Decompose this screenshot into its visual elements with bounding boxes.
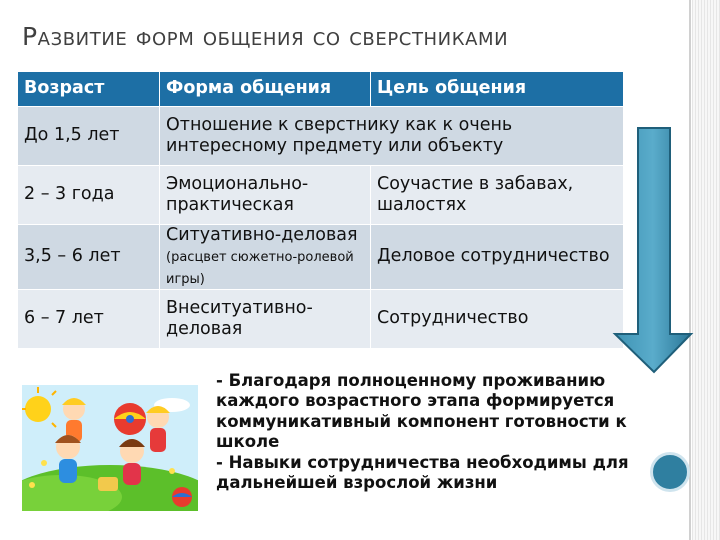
cell-form-text: Ситуативно-деловая [166, 225, 358, 245]
cell-age: До 1,5 лет [18, 107, 160, 166]
cell-form [160, 225, 371, 290]
table-row [18, 290, 624, 349]
note-line: - Навыки сотрудничества необходимы для дальнейшей взрослой жизни [216, 452, 629, 493]
note-line: - Благодаря полноценному проживанию каждого возрастного этапа формируется коммуникативный компонент готовности к школе [216, 371, 627, 452]
cell-goal: Деловое сотрудничество [371, 225, 624, 290]
children-playing-illustration [22, 385, 198, 511]
communication-table [17, 71, 624, 349]
cell-form: Отношение к сверстнику как к очень интересному предмету или объекту [160, 107, 624, 166]
cell-form: Эмоционально-практическая [160, 166, 371, 225]
cell-form: Внеситуативно-деловая [160, 290, 371, 349]
cell-goal: Соучастие в забавах, шалостях [371, 166, 624, 225]
table-row [18, 107, 624, 166]
cell-age: 6 – 7 лет [18, 290, 160, 349]
table-row [18, 225, 624, 290]
down-arrow-icon [612, 126, 694, 374]
notes-block [216, 371, 686, 494]
side-stripe [692, 0, 720, 540]
cell-goal: Сотрудничество [371, 290, 624, 349]
cell-age: 3,5 – 6 лет [18, 225, 160, 290]
cell-form-note: (расцвет сюжетно-ролевой игры) [166, 250, 354, 287]
column-header-form: Форма общения [160, 72, 371, 107]
table-row [18, 166, 624, 225]
cell-age: 2 – 3 года [18, 166, 160, 225]
table-header-row [18, 72, 624, 107]
slide-title: Развитие форм общения со сверстниками [22, 22, 509, 51]
column-header-age: Возраст [18, 72, 160, 107]
column-header-goal: Цель общения [371, 72, 624, 107]
